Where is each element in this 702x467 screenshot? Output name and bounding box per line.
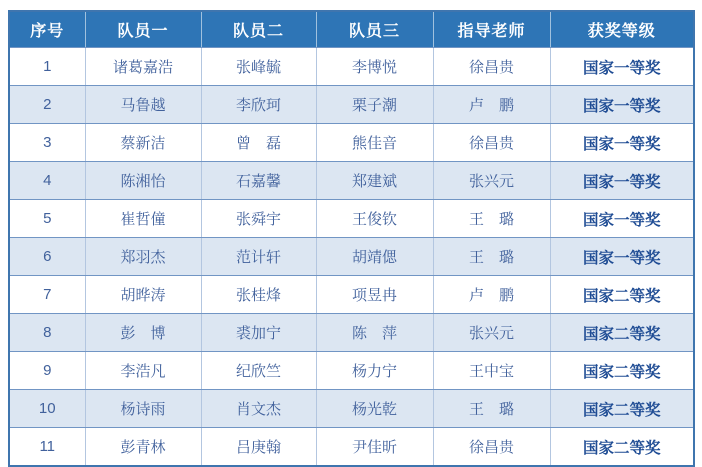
cell-advisor: 徐昌贵 xyxy=(433,124,550,162)
cell-index: 1 xyxy=(9,48,85,86)
table-row xyxy=(9,352,694,390)
cell-member3: 李博悦 xyxy=(316,48,433,86)
header-cell-advisor: 指导老师 xyxy=(433,11,550,48)
cell-member3: 尹佳昕 xyxy=(316,428,433,467)
header-cell-index: 序号 xyxy=(9,11,85,48)
cell-index: 9 xyxy=(9,352,85,390)
cell-member1: 李浩凡 xyxy=(85,352,201,390)
cell-member2: 纪欣竺 xyxy=(201,352,316,390)
table-row xyxy=(9,124,694,162)
cell-member3: 陈 萍 xyxy=(316,314,433,352)
cell-member2: 张舜宇 xyxy=(201,200,316,238)
table-row xyxy=(9,428,694,467)
cell-award: 国家一等奖 xyxy=(550,162,694,200)
header-cell-member3: 队员三 xyxy=(316,11,433,48)
cell-index: 3 xyxy=(9,124,85,162)
header-cell-member1: 队员一 xyxy=(85,11,201,48)
cell-index: 10 xyxy=(9,390,85,428)
cell-member1: 陈湘怡 xyxy=(85,162,201,200)
cell-award: 国家二等奖 xyxy=(550,314,694,352)
table-row xyxy=(9,276,694,314)
cell-member1: 马鲁越 xyxy=(85,86,201,124)
cell-award: 国家二等奖 xyxy=(550,352,694,390)
cell-index: 8 xyxy=(9,314,85,352)
table-row xyxy=(9,162,694,200)
cell-member2: 石嘉馨 xyxy=(201,162,316,200)
cell-award: 国家一等奖 xyxy=(550,86,694,124)
cell-member3: 项昱冉 xyxy=(316,276,433,314)
cell-member3: 熊佳音 xyxy=(316,124,433,162)
cell-member1: 彭 博 xyxy=(85,314,201,352)
cell-member1: 彭青林 xyxy=(85,428,201,467)
cell-advisor: 徐昌贵 xyxy=(433,428,550,467)
header-row xyxy=(9,11,694,48)
cell-member2: 范计轩 xyxy=(201,238,316,276)
header-cell-member2: 队员二 xyxy=(201,11,316,48)
cell-advisor: 王 璐 xyxy=(433,390,550,428)
cell-index: 4 xyxy=(9,162,85,200)
cell-member2: 吕庚翰 xyxy=(201,428,316,467)
cell-advisor: 徐昌贵 xyxy=(433,48,550,86)
cell-award: 国家二等奖 xyxy=(550,390,694,428)
cell-index: 7 xyxy=(9,276,85,314)
cell-award: 国家一等奖 xyxy=(550,124,694,162)
cell-index: 11 xyxy=(9,428,85,467)
table-row xyxy=(9,314,694,352)
table-row xyxy=(9,238,694,276)
cell-member3: 王俊钦 xyxy=(316,200,433,238)
cell-member2: 曾 磊 xyxy=(201,124,316,162)
cell-advisor: 张兴元 xyxy=(433,162,550,200)
cell-award: 国家一等奖 xyxy=(550,48,694,86)
cell-index: 6 xyxy=(9,238,85,276)
cell-advisor: 王 璐 xyxy=(433,200,550,238)
cell-advisor: 卢 鹏 xyxy=(433,86,550,124)
cell-advisor: 王中宝 xyxy=(433,352,550,390)
cell-advisor: 卢 鹏 xyxy=(433,276,550,314)
cell-member1: 胡晔涛 xyxy=(85,276,201,314)
cell-award: 国家一等奖 xyxy=(550,200,694,238)
cell-advisor: 王 璐 xyxy=(433,238,550,276)
cell-member3: 杨光乾 xyxy=(316,390,433,428)
cell-member2: 裘加宁 xyxy=(201,314,316,352)
cell-award: 国家二等奖 xyxy=(550,428,694,467)
cell-member2: 张峰毓 xyxy=(201,48,316,86)
cell-member1: 郑羽杰 xyxy=(85,238,201,276)
cell-member1: 崔哲僮 xyxy=(85,200,201,238)
table-row xyxy=(9,200,694,238)
cell-member3: 胡靖偲 xyxy=(316,238,433,276)
award-table xyxy=(8,10,695,467)
cell-member3: 栗子潮 xyxy=(316,86,433,124)
cell-index: 5 xyxy=(9,200,85,238)
cell-advisor: 张兴元 xyxy=(433,314,550,352)
table-row xyxy=(9,48,694,86)
cell-member1: 杨诗雨 xyxy=(85,390,201,428)
cell-member3: 杨力宁 xyxy=(316,352,433,390)
cell-member2: 肖文杰 xyxy=(201,390,316,428)
cell-member3: 郑建斌 xyxy=(316,162,433,200)
header-cell-award: 获奖等级 xyxy=(550,11,694,48)
cell-member2: 李欣珂 xyxy=(201,86,316,124)
table-row xyxy=(9,86,694,124)
cell-award: 国家二等奖 xyxy=(550,276,694,314)
cell-member2: 张桂烽 xyxy=(201,276,316,314)
cell-member1: 诸葛嘉浩 xyxy=(85,48,201,86)
cell-index: 2 xyxy=(9,86,85,124)
cell-member1: 蔡新洁 xyxy=(85,124,201,162)
table-row xyxy=(9,390,694,428)
cell-award: 国家一等奖 xyxy=(550,238,694,276)
